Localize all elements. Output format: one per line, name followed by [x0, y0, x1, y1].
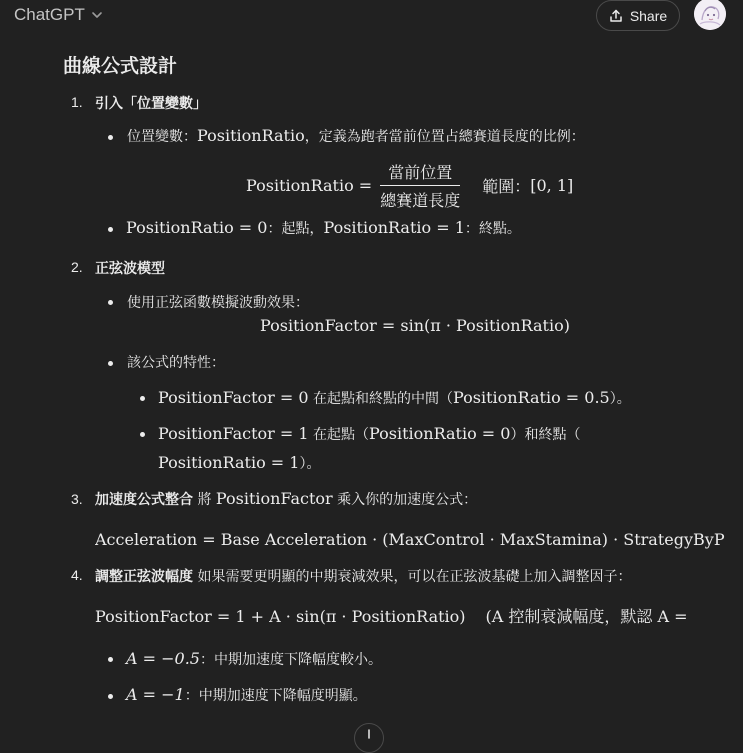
bullet-dot	[108, 657, 113, 662]
scroll-down-button[interactable]	[354, 723, 384, 753]
bullet-dot	[108, 227, 113, 232]
list-item-continuation: PositionRatio = 1）。	[158, 453, 321, 472]
list-number: 1.	[71, 94, 83, 110]
list-item: 位置變數：PositionRatio，定義為跑者當前位置占總賽道長度的比例：	[127, 126, 585, 145]
bullet-dot	[108, 135, 113, 140]
bullet-dot	[108, 300, 113, 305]
list-item: A = −0.5：中期加速度下降幅度較小。	[126, 649, 382, 668]
fraction	[380, 160, 460, 211]
list-item: PositionFactor = 0 在起點和終點的中間（PositionRatio = 0.5）。	[158, 388, 631, 407]
equation-block: PositionFactor = sin(π · PositionRatio)	[260, 316, 570, 335]
list-item: 使用正弦函數模擬波動效果：	[127, 295, 309, 311]
bullet-dot	[140, 396, 145, 401]
list-number: 3.	[71, 491, 83, 507]
equation-block: PositionFactor = 1 + A · sin(π · PositionRatio) (A 控制衰減幅度，默認 A =	[95, 607, 688, 626]
equation-block: PositionRatio = $\frac{\text{當前位置}}{\text{總賽道長度}}$ 範圍： [0, 1]	[246, 160, 573, 211]
equation-block: Acceleration = Base Acceleration · (MaxControl · MaxStamina) · StrategyByP	[95, 530, 725, 549]
bullet-dot	[108, 361, 113, 366]
section-heading: 曲線公式設計	[63, 55, 178, 77]
list-item: 調整正弦波幅度 如果需要更明顯的中期衰減效果，可以在正弦波基礎上加入調整因子：	[95, 569, 632, 585]
list-item: A = −1：中期加速度下降幅度明顯。	[126, 685, 367, 704]
app-title: ChatGPT	[14, 5, 85, 24]
list-item: PositionFactor = 1 在起點（PositionRatio = 0）和終點（	[158, 424, 581, 443]
share-label: Share	[629, 7, 668, 24]
fraction-numerator: 當前位置	[380, 160, 460, 186]
fraction-denominator: 總賽道長度	[380, 191, 461, 210]
list-item: 加速度公式整合 將 PositionFactor 乘入你的加速度公式：	[95, 489, 478, 508]
item-title: 引入「位置變數」	[95, 96, 207, 112]
item-title: 正弦波模型	[95, 261, 165, 277]
range-value: [0, 1]	[530, 176, 574, 195]
range-label: 範圍：	[482, 177, 531, 196]
arrow-down-icon	[363, 728, 375, 740]
list-item: PositionRatio = 0：起點，PositionRatio = 1：終點。	[126, 218, 521, 237]
list-number: 4.	[71, 567, 83, 583]
bullet-dot	[108, 694, 113, 699]
list-number: 2.	[71, 259, 83, 275]
bullet-dot	[140, 432, 145, 437]
list-item: 該公式的特性：	[127, 355, 225, 371]
